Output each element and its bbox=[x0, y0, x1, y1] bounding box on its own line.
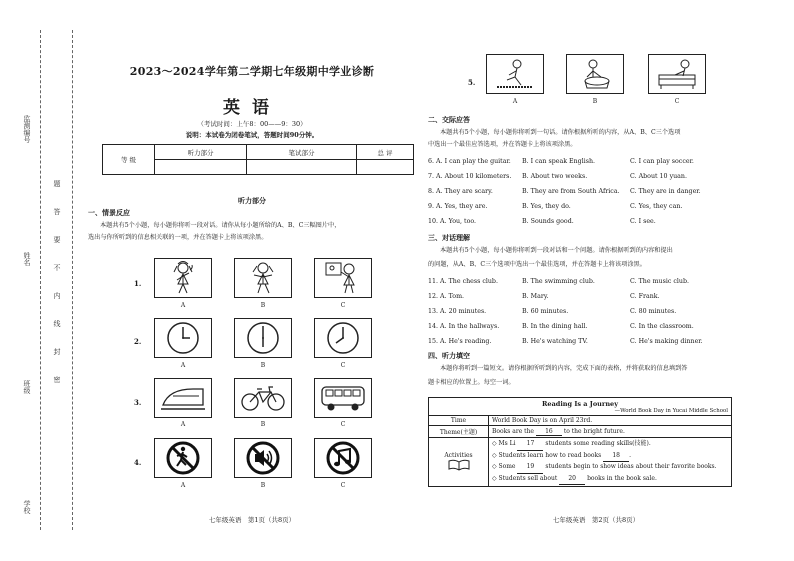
option-label: A bbox=[180, 421, 186, 428]
item-b[interactable]: B. Sounds good. bbox=[522, 218, 574, 225]
question-number: 5. bbox=[468, 78, 476, 87]
activities-cell bbox=[429, 438, 489, 487]
train-icon[interactable] bbox=[154, 378, 212, 418]
section-1-instruction: 选出与你所听到的信息相关联的一项，并在答题卡上将该项涂黑。 bbox=[88, 234, 268, 241]
singing-girl-icon[interactable] bbox=[154, 258, 212, 298]
answer-blank-16[interactable]: 16 bbox=[536, 428, 562, 436]
question-number: 1. bbox=[134, 279, 142, 288]
washing-clothes-icon[interactable] bbox=[566, 54, 624, 94]
option-label: B bbox=[592, 98, 598, 105]
option-label: C bbox=[340, 302, 346, 309]
item-c[interactable]: C. In the classroom. bbox=[630, 323, 694, 330]
question-number: 3. bbox=[134, 398, 142, 407]
item-b[interactable]: B. Mary. bbox=[522, 293, 549, 300]
item-a[interactable]: 11. A. The chess club. bbox=[428, 278, 498, 285]
no-running-icon[interactable] bbox=[154, 438, 212, 478]
option-label: A bbox=[512, 98, 518, 105]
option-label: B bbox=[260, 362, 266, 369]
option-label: C bbox=[340, 482, 346, 489]
no-noise-icon[interactable] bbox=[234, 438, 292, 478]
theme-label: Theme(主题) bbox=[429, 426, 489, 438]
option-label: C bbox=[674, 98, 680, 105]
option-label: B bbox=[260, 482, 266, 489]
exam-note: 说明：本试卷为闭卷笔试，答题时间90分钟。 bbox=[185, 131, 319, 139]
painting-girl-icon[interactable] bbox=[314, 258, 372, 298]
section-3-title: 三、对话理解 bbox=[428, 233, 470, 242]
journey-table bbox=[428, 397, 732, 487]
score-cell[interactable] bbox=[155, 160, 247, 175]
theme-value: Books are the 16 to the bright future. bbox=[489, 426, 732, 438]
option-label: A bbox=[180, 302, 186, 309]
page-footer: 七年级英语 第1页（共8页） bbox=[208, 516, 296, 524]
activity-item: ◇ Students sell about 20 books in the book sale. bbox=[492, 474, 728, 486]
item-a[interactable]: 15. A. He's reading. bbox=[428, 338, 492, 345]
exam-time: （考试时间：上午8：00——9：30） bbox=[197, 120, 307, 128]
seal-dash-line bbox=[40, 30, 41, 530]
item-a[interactable]: 14. A. In the hallways. bbox=[428, 323, 500, 330]
item-b[interactable]: B. In the dining hall. bbox=[522, 323, 588, 330]
answer-blank-20[interactable]: 20 bbox=[559, 474, 585, 486]
journey-header bbox=[429, 398, 732, 416]
score-table bbox=[102, 144, 414, 175]
item-b[interactable]: B. 60 minutes. bbox=[522, 308, 569, 315]
section-3-instruction: 本题共有5个小题，每小题你将听到一段对话和一个问题。请你根据听到的内容和提出 bbox=[440, 247, 673, 254]
item-c[interactable]: C. I see. bbox=[630, 218, 656, 225]
item-b[interactable]: B. About two weeks. bbox=[522, 173, 588, 180]
no-music-icon[interactable] bbox=[314, 438, 372, 478]
section-2-instruction: 中选出一个最佳应答选项，并在答题卡上将该项涂黑。 bbox=[428, 141, 577, 148]
item-a[interactable]: 12. A. Tom. bbox=[428, 293, 465, 300]
time-label: Time bbox=[429, 416, 489, 426]
binding-strip bbox=[0, 0, 78, 561]
item-c[interactable]: C. He's making dinner. bbox=[630, 338, 703, 345]
section-2-title: 二、交际应答 bbox=[428, 115, 470, 124]
seal-char: 要 bbox=[53, 236, 61, 243]
item-a[interactable]: 7. A. About 10 kilometers. bbox=[428, 173, 512, 180]
seal-char: 不 bbox=[53, 264, 61, 271]
item-c[interactable]: C. The music club. bbox=[630, 278, 690, 285]
seal-char: 内 bbox=[53, 292, 61, 299]
clock-2-icon[interactable] bbox=[234, 318, 292, 358]
page-footer: 七年级英语 第2页（共8页） bbox=[552, 516, 640, 524]
score-header: 笔试部分 bbox=[247, 145, 357, 160]
option-label: B bbox=[260, 421, 266, 428]
clock-3-icon[interactable] bbox=[314, 318, 372, 358]
seal-char: 题 bbox=[53, 180, 61, 187]
item-a[interactable]: 6. A. I can play the guitar. bbox=[428, 158, 511, 165]
item-a[interactable]: 8. A. They are scary. bbox=[428, 188, 493, 195]
journey-title: Reading Is a Journey bbox=[542, 400, 618, 408]
activities-list bbox=[489, 438, 732, 487]
option-label: C bbox=[340, 362, 346, 369]
answer-blank-19[interactable]: 19 bbox=[517, 462, 543, 474]
answer-blank-17[interactable]: 17 bbox=[517, 439, 543, 451]
item-b[interactable]: B. The swimming club. bbox=[522, 278, 595, 285]
item-c[interactable]: C. Yes, they can. bbox=[630, 203, 683, 210]
score-cell[interactable] bbox=[247, 160, 357, 175]
score-header: 等 级 bbox=[103, 145, 155, 175]
item-b[interactable]: B. They are from South Africa. bbox=[522, 188, 620, 195]
section-1-instruction: 本题共有5个小题，每小题你将听一段对话。请你从每小题所给的A、B、C三幅图片中， bbox=[100, 222, 341, 229]
activity-item: ◇ Some 19 students begin to show ideas about their favorite books. bbox=[492, 462, 728, 474]
item-c[interactable]: C. About 10 yuan. bbox=[630, 173, 687, 180]
listening-title: 听力部分 bbox=[238, 196, 266, 205]
score-header: 听力部分 bbox=[155, 145, 247, 160]
option-label: C bbox=[340, 421, 346, 428]
item-b[interactable]: B. Yes, they do. bbox=[522, 203, 571, 210]
making-bed-icon[interactable] bbox=[648, 54, 706, 94]
dancing-girl-icon[interactable] bbox=[234, 258, 292, 298]
open-book-icon bbox=[448, 459, 470, 471]
activity-item: ◇ Students learn how to read books 18 . bbox=[492, 451, 728, 463]
binding-label: 监测编号 bbox=[23, 115, 31, 143]
activities-label: Activities bbox=[444, 451, 473, 459]
score-cell[interactable] bbox=[357, 160, 414, 175]
item-a[interactable]: 9. A. Yes, they are. bbox=[428, 203, 488, 210]
item-b[interactable]: B. He's watching TV. bbox=[522, 338, 588, 345]
section-1-title: 一、情景反应 bbox=[88, 208, 130, 217]
option-label: B bbox=[260, 302, 266, 309]
section-2-instruction: 本题共有5个小题，每小题你将听到一句话。请你根据所听的内容，从A、B、C三个选项 bbox=[440, 129, 681, 136]
binding-label: 姓名 bbox=[23, 252, 31, 266]
bus-icon[interactable] bbox=[314, 378, 372, 418]
seal-char: 封 bbox=[53, 348, 61, 355]
seal-char: 答 bbox=[53, 208, 61, 215]
seal-char: 密 bbox=[53, 376, 61, 383]
item-c[interactable]: C. I can play soccer. bbox=[630, 158, 694, 165]
sweeping-floor-icon[interactable] bbox=[486, 54, 544, 94]
score-header: 总 评 bbox=[357, 145, 414, 160]
option-label: A bbox=[180, 482, 186, 489]
time-value: World Book Day is on April 23rd. bbox=[489, 416, 732, 426]
subject-title: 英语 bbox=[223, 98, 281, 118]
question-number: 4. bbox=[134, 458, 142, 467]
binding-label: 学校 bbox=[23, 500, 31, 514]
journey-subtitle: —World Book Day in Yucai Middle School bbox=[614, 408, 728, 414]
activity-item: ◇ Ms Li 17 students some reading skills(技能). bbox=[492, 439, 728, 451]
answer-blank-18[interactable]: 18 bbox=[603, 451, 629, 463]
item-c[interactable]: C. They are in danger. bbox=[630, 188, 701, 195]
section-3-instruction: 的问题，从A、B、C三个选项中选出一个最佳选项，并在答题卡上将该项涂黑。 bbox=[428, 261, 646, 268]
section-4-instruction: 本题你将听到一篇短文。请你根据所听到的内容，完成下面的表格，并将获取的信息填到答 bbox=[440, 365, 688, 372]
item-a[interactable]: 10. A. You, too. bbox=[428, 218, 477, 225]
section-4-instruction: 题卡相应的位置上。每空一词。 bbox=[428, 379, 515, 386]
item-c[interactable]: C. Frank. bbox=[630, 293, 660, 300]
item-b[interactable]: B. I can speak English. bbox=[522, 158, 596, 165]
option-label: A bbox=[180, 362, 186, 369]
binding-label: 班级 bbox=[23, 380, 31, 394]
item-c[interactable]: C. 80 minutes. bbox=[630, 308, 677, 315]
question-number: 2. bbox=[134, 337, 142, 346]
section-4-title: 四、听力填空 bbox=[428, 351, 470, 360]
clock-1-icon[interactable] bbox=[154, 318, 212, 358]
item-a[interactable]: 13. A. 20 minutes. bbox=[428, 308, 487, 315]
seal-char: 线 bbox=[53, 320, 61, 327]
seal-dash-line bbox=[72, 30, 73, 530]
exam-title: 2023～2024学年第二学期七年级期中学业诊断 bbox=[129, 65, 375, 78]
bike-icon[interactable] bbox=[234, 378, 292, 418]
